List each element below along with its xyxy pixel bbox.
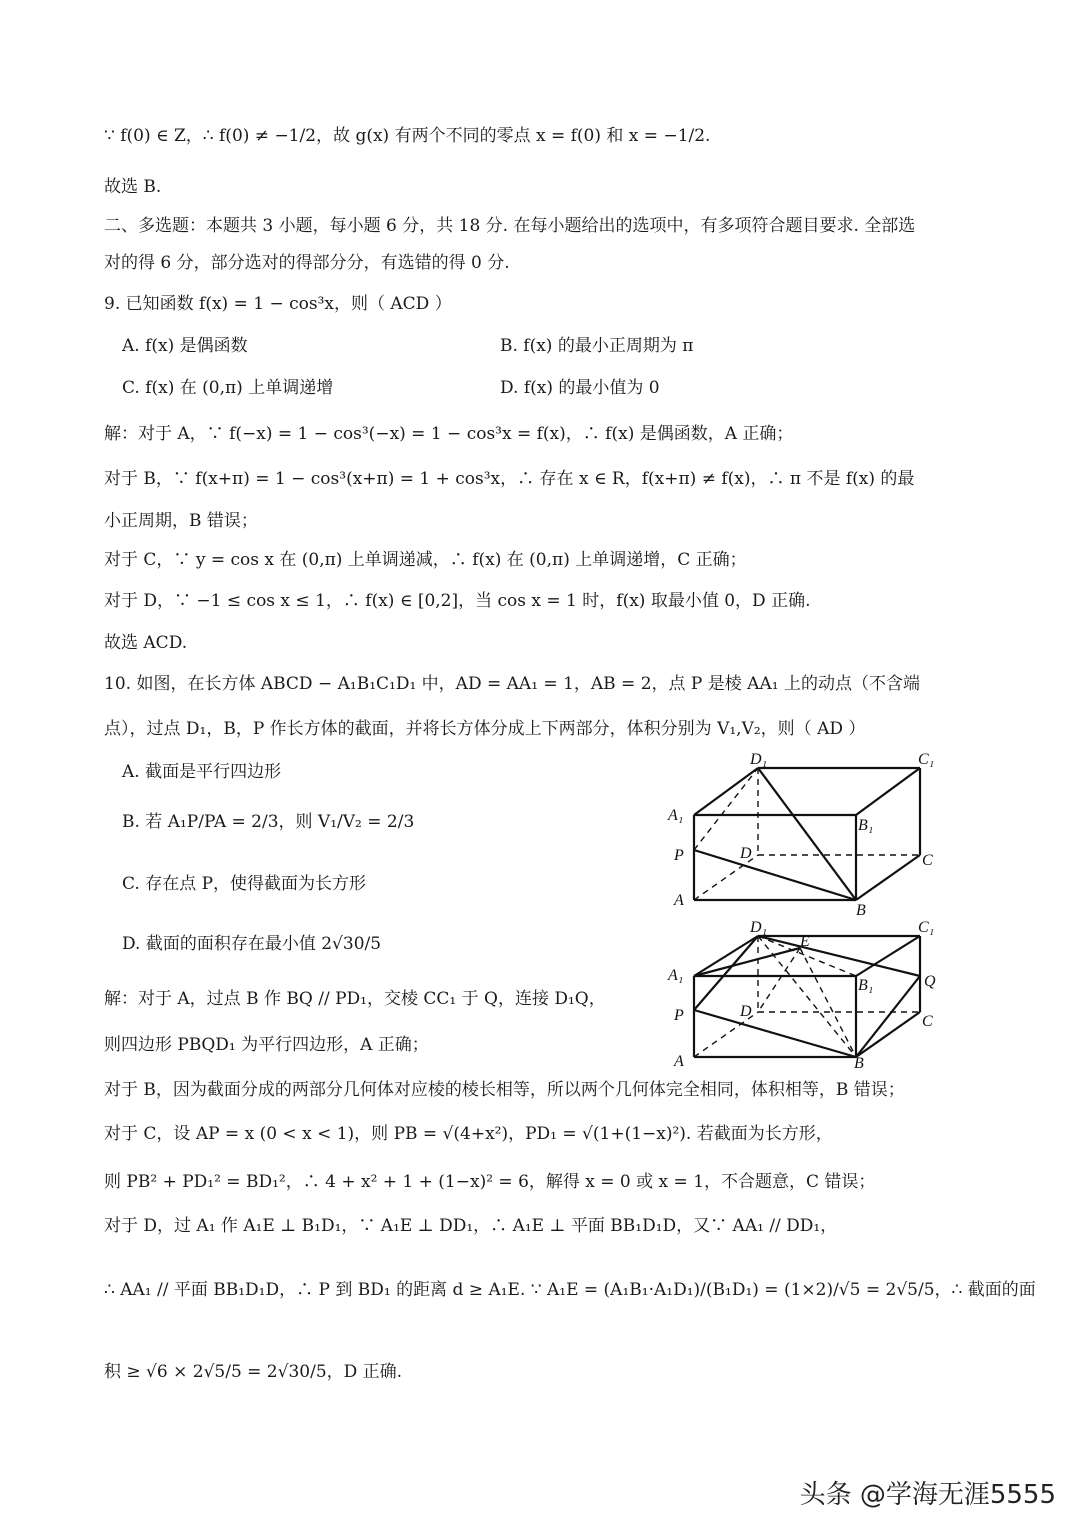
label-E: E bbox=[800, 933, 810, 950]
label-C1: C₁ bbox=[918, 751, 935, 768]
text-line-4: 对的得 6 分，部分选对的得部分分，有选错的得 0 分. bbox=[104, 253, 510, 273]
label-D1: D₁ bbox=[750, 919, 768, 936]
label-C1: C₁ bbox=[918, 919, 935, 936]
q9-solution-b: 对于 B，∵ f(x+π) = 1 − cos³(x+π) = 1 + cos³x，∴ 存在 x ∈ R，f(x+π) ≠ f(x)，∴ π 不是 f(x) 的最 bbox=[104, 469, 915, 489]
question-10-cont: 点），过点 D₁，B，P 作长方体的截面，并将长方体分成上下两部分，体积分别为 V₁,V₂，则（ AD ） bbox=[104, 719, 866, 739]
label-A: A bbox=[674, 892, 684, 909]
q9-solution-d: 对于 D，∵ −1 ≤ cos x ≤ 1，∴ f(x) ∈ [0,2]，当 cos x = 1 时，f(x) 取最小值 0，D 正确. bbox=[104, 591, 811, 611]
cuboid-figure-1-svg bbox=[660, 750, 950, 920]
cuboid-figure-2-svg bbox=[660, 912, 950, 1072]
label-D: D bbox=[740, 1003, 752, 1020]
watermark: 头条 @学海无涯5555 bbox=[799, 1480, 1056, 1510]
q9-solution-a: 解：对于 A，∵ f(−x) = 1 − cos³(−x) = 1 − cos³x = f(x)，∴ f(x) 是偶函数，A 正确； bbox=[104, 424, 794, 444]
label-B: B bbox=[854, 1055, 864, 1072]
q10-solution-b: 对于 B，因为截面分成的两部分几何体对应棱的棱长相等，所以两个几何体完全相同，体积相等，B 错误； bbox=[104, 1080, 905, 1100]
q9-solution-c: 对于 C，∵ y = cos x 在 (0,π) 上单调递减，∴ f(x) 在 (0,π) 上单调递增，C 正确； bbox=[104, 550, 747, 570]
q9-option-b: B. f(x) 的最小正周期为 π bbox=[500, 336, 694, 356]
q10-option-a: A. 截面是平行四边形 bbox=[122, 762, 282, 782]
q10-solution-c-cont: 则 PB² + PD₁² = BD₁²，∴ 4 + x² + 1 + (1−x)² = 6，解得 x = 0 或 x = 1，不合题意，C 错误； bbox=[104, 1172, 876, 1192]
q10-option-d: D. 截面的面积存在最小值 2√30/5 bbox=[122, 934, 382, 954]
q10-solution-a: 解：对于 A，过点 B 作 BQ // PD₁，交棱 CC₁ 于 Q，连接 D₁Q， bbox=[104, 989, 606, 1009]
question-9: 9. 已知函数 f(x) = 1 − cos³x，则（ ACD ） bbox=[104, 294, 452, 314]
q10-option-b: B. 若 A₁P/PA = 2/3，则 V₁/V₂ = 2/3 bbox=[122, 812, 415, 832]
cuboid-figure-1 bbox=[660, 750, 950, 920]
text-line-2: 故选 B. bbox=[104, 177, 162, 197]
q10-solution-d-cont: ∴ AA₁ // 平面 BB₁D₁D，∴ P 到 BD₁ 的距离 d ≥ A₁E. ∵ A₁E = (A₁B₁·A₁D₁)/(B₁D₁) = (1×2)/√5 = 2√5/5，∴ 截面的面 bbox=[104, 1280, 1036, 1300]
q9-solution-b-cont: 小正周期，B 错误； bbox=[104, 511, 258, 531]
q9-answer: 故选 ACD. bbox=[104, 633, 188, 653]
label-P: P bbox=[674, 1007, 684, 1024]
label-A1: A₁ bbox=[668, 967, 684, 984]
label-D: D bbox=[740, 845, 752, 862]
label-B: B bbox=[856, 902, 866, 919]
q10-solution-c: 对于 C，设 AP = x (0 < x < 1)，则 PB = √(4+x²)，PD₁ = √(1+(1−x)²). 若截面为长方形， bbox=[104, 1124, 833, 1144]
q10-solution-a-cont: 则四边形 PBQD₁ 为平行四边形，A 正确； bbox=[104, 1035, 429, 1055]
label-C: C bbox=[922, 852, 933, 869]
q9-option-a: A. f(x) 是偶函数 bbox=[122, 336, 248, 356]
q10-solution-d-end: 积 ≥ √6 × 2√5/5 = 2√30/5，D 正确. bbox=[104, 1362, 403, 1382]
cuboid-figure-2 bbox=[660, 912, 950, 1072]
q10-solution-d: 对于 D，过 A₁ 作 A₁E ⊥ B₁D₁，∵ A₁E ⊥ DD₁，∴ A₁E ⊥ 平面 BB₁D₁D，又∵ AA₁ // DD₁， bbox=[104, 1216, 838, 1236]
q10-option-c: C. 存在点 P，使得截面为长方形 bbox=[122, 874, 367, 894]
label-B1: B₁ bbox=[858, 977, 874, 994]
label-Q: Q bbox=[924, 973, 936, 990]
label-A1: A₁ bbox=[668, 807, 684, 824]
q9-option-c: C. f(x) 在 (0,π) 上单调递增 bbox=[122, 378, 334, 398]
label-A: A bbox=[674, 1053, 684, 1070]
question-10: 10. 如图，在长方体 ABCD − A₁B₁C₁D₁ 中，AD = AA₁ = 1，AB = 2，点 P 是棱 AA₁ 上的动点（不含端 bbox=[104, 674, 920, 694]
label-P: P bbox=[674, 847, 684, 864]
label-C: C bbox=[922, 1013, 933, 1030]
label-B1: B₁ bbox=[858, 817, 874, 834]
q9-option-d: D. f(x) 的最小值为 0 bbox=[500, 378, 660, 398]
text-line-1: ∵ f(0) ∈ Z，∴ f(0) ≠ −1/2，故 g(x) 有两个不同的零点 x = f(0) 和 x = −1/2. bbox=[104, 126, 711, 146]
label-D1: D₁ bbox=[750, 751, 768, 768]
section-heading: 二、多选题：本题共 3 小题，每小题 6 分，共 18 分. 在每小题给出的选项中，有多项符合题目要求. 全部选 bbox=[104, 216, 916, 236]
